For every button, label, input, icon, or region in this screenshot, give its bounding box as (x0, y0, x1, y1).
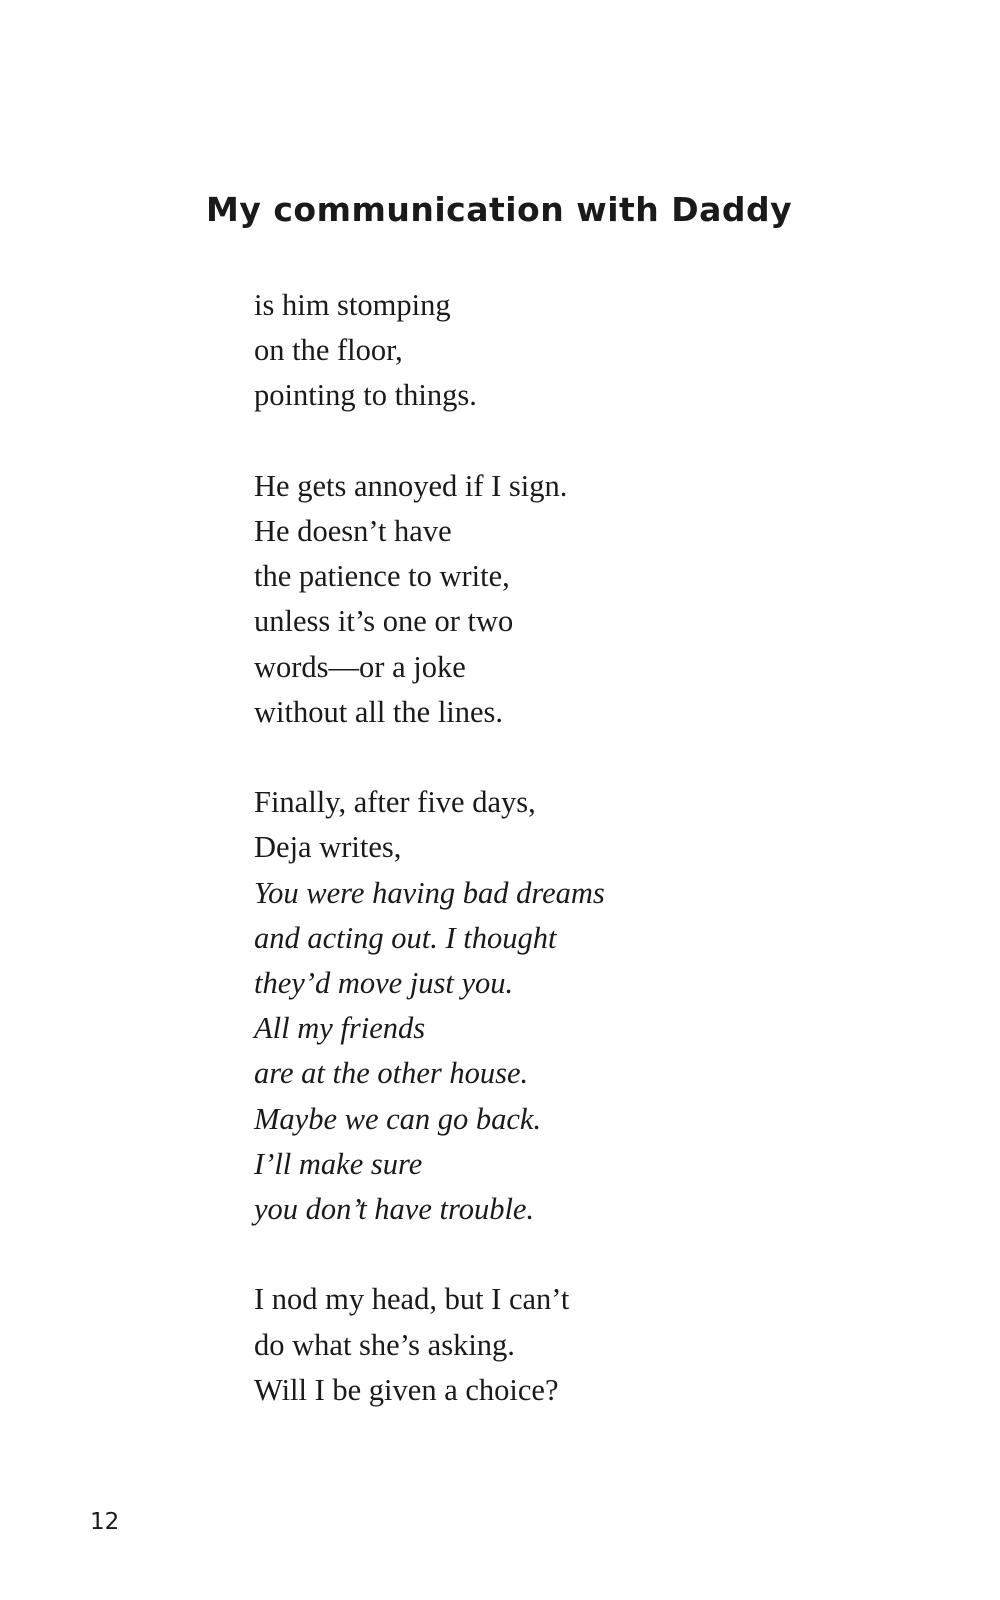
stanza (254, 780, 605, 1232)
poem-line: pointing to things. (254, 378, 477, 413)
poem-line: Will I be given a choice? (254, 1372, 559, 1407)
quoted-note-line: All my friends (254, 1011, 426, 1046)
quoted-note-line: are at the other house. (254, 1056, 529, 1091)
quoted-note-line: You were having bad dreams (254, 875, 605, 910)
poem-line: He gets annoyed if I sign. (254, 468, 568, 503)
quoted-note-line: they’d move just you. (254, 966, 514, 1001)
poem-line: the patience to write, (254, 559, 510, 594)
quoted-note-line: you don’t have trouble. (254, 1192, 535, 1227)
page-number: 12 (90, 1509, 120, 1535)
poem-line: Finally, after five days, (254, 785, 536, 820)
poem-line: unless it’s one or two (254, 604, 514, 639)
quoted-note-line: Maybe we can go back. (254, 1101, 542, 1136)
quoted-note-line: I’ll make sure (254, 1146, 423, 1181)
poem-line: He doesn’t have (254, 514, 452, 548)
quoted-note-line: and acting out. I thought (254, 920, 557, 955)
poem-line: I nod my head, but I can’t (254, 1282, 570, 1317)
poem-line: words—or a joke (254, 649, 466, 684)
poem-line: Deja writes, (254, 830, 402, 865)
poem-line: is him stomping (254, 288, 451, 322)
poem-line: on the floor, (254, 333, 403, 368)
stanza (254, 283, 605, 419)
poem-line: without all the lines. (254, 694, 504, 729)
stanza (254, 464, 605, 735)
poem-line: do what she’s asking. (254, 1327, 515, 1362)
poem-body (254, 283, 605, 1413)
stanza (254, 1277, 605, 1413)
poem-title: My communication with Daddy (206, 190, 793, 229)
